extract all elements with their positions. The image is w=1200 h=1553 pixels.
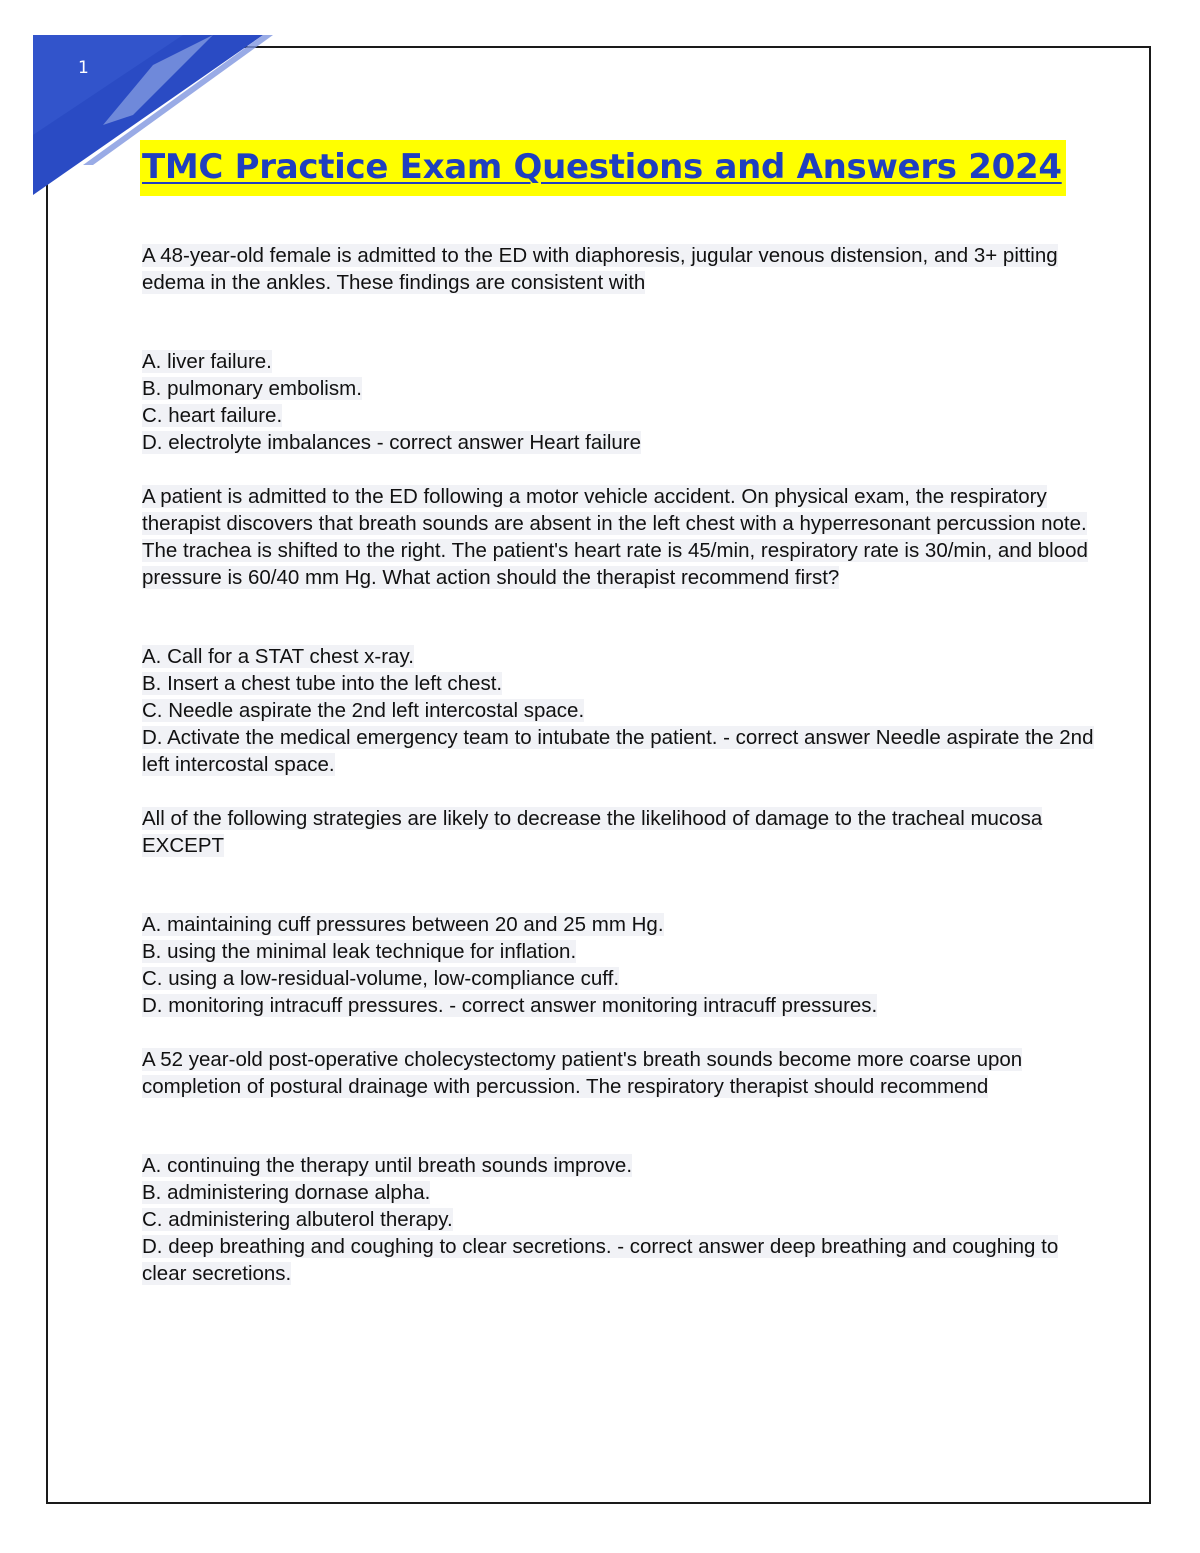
choice-a: A. Call for a STAT chest x-ray. — [142, 645, 414, 668]
question-2 — [142, 483, 1102, 778]
choice-d-with-answer: D. electrolyte imbalances - correct answer Heart failure — [142, 431, 642, 454]
choice-a: A. continuing the therapy until breath sounds improve. — [142, 1154, 633, 1177]
question-text: A 52 year-old post-operative cholecystectomy patient's breath sounds become more coarse upon completion of postural drainage with percussion. The respiratory therapist should recommend — [142, 1048, 1023, 1098]
document-title: TMC Practice Exam Questions and Answers 2024 — [140, 140, 1066, 196]
choice-d-with-answer: D. Activate the medical emergency team to intubate the patient. - correct answer Needle aspirate the 2nd left intercostal space. — [142, 726, 1094, 776]
question-text: All of the following strategies are likely to decrease the likelihood of damage to the tracheal mucosa EXCEPT — [142, 807, 1043, 857]
answer-choices — [142, 1152, 1102, 1287]
answer-choices — [142, 348, 1102, 456]
question-4 — [142, 1046, 1102, 1287]
choice-b: B. pulmonary embolism. — [142, 377, 362, 400]
choice-c: C. administering albuterol therapy. — [142, 1208, 453, 1231]
choice-c: C. Needle aspirate the 2nd left intercostal space. — [142, 699, 585, 722]
choice-a: A. liver failure. — [142, 350, 272, 373]
answer-choices — [142, 911, 1102, 1019]
choice-b: B. administering dornase alpha. — [142, 1181, 431, 1204]
answer-choices — [142, 643, 1102, 778]
question-1 — [142, 242, 1102, 456]
choice-a: A. maintaining cuff pressures between 20 and 25 mm Hg. — [142, 913, 664, 936]
choice-d-with-answer: D. deep breathing and coughing to clear secretions. - correct answer deep breathing and coughing to clear secretions. — [142, 1235, 1059, 1285]
choice-b: B. using the minimal leak technique for inflation. — [142, 940, 577, 963]
choice-b: B. Insert a chest tube into the left chest. — [142, 672, 503, 695]
choice-c: C. using a low-residual-volume, low-compliance cuff. — [142, 967, 620, 990]
choice-c: C. heart failure. — [142, 404, 283, 427]
question-list — [142, 242, 1102, 1287]
choice-d-with-answer: D. monitoring intracuff pressures. - correct answer monitoring intracuff pressures. — [142, 994, 878, 1017]
page-number: 1 — [78, 58, 89, 78]
question-text: A patient is admitted to the ED following a motor vehicle accident. On physical exam, the respiratory therapist discovers that breath sounds are absent in the left chest with a hyperresonant percussion note. The trachea is shifted to the right. The patient's heart rate is 45/min, respiratory rate is 30/min, and blood pressure is 60/40 mm Hg. What action should the therapist recommend first? — [142, 485, 1088, 589]
question-text: A 48-year-old female is admitted to the ED with diaphoresis, jugular venous distension, and 3+ pitting edema in the ankles. These findings are consistent with — [142, 244, 1058, 294]
question-3 — [142, 805, 1102, 1019]
